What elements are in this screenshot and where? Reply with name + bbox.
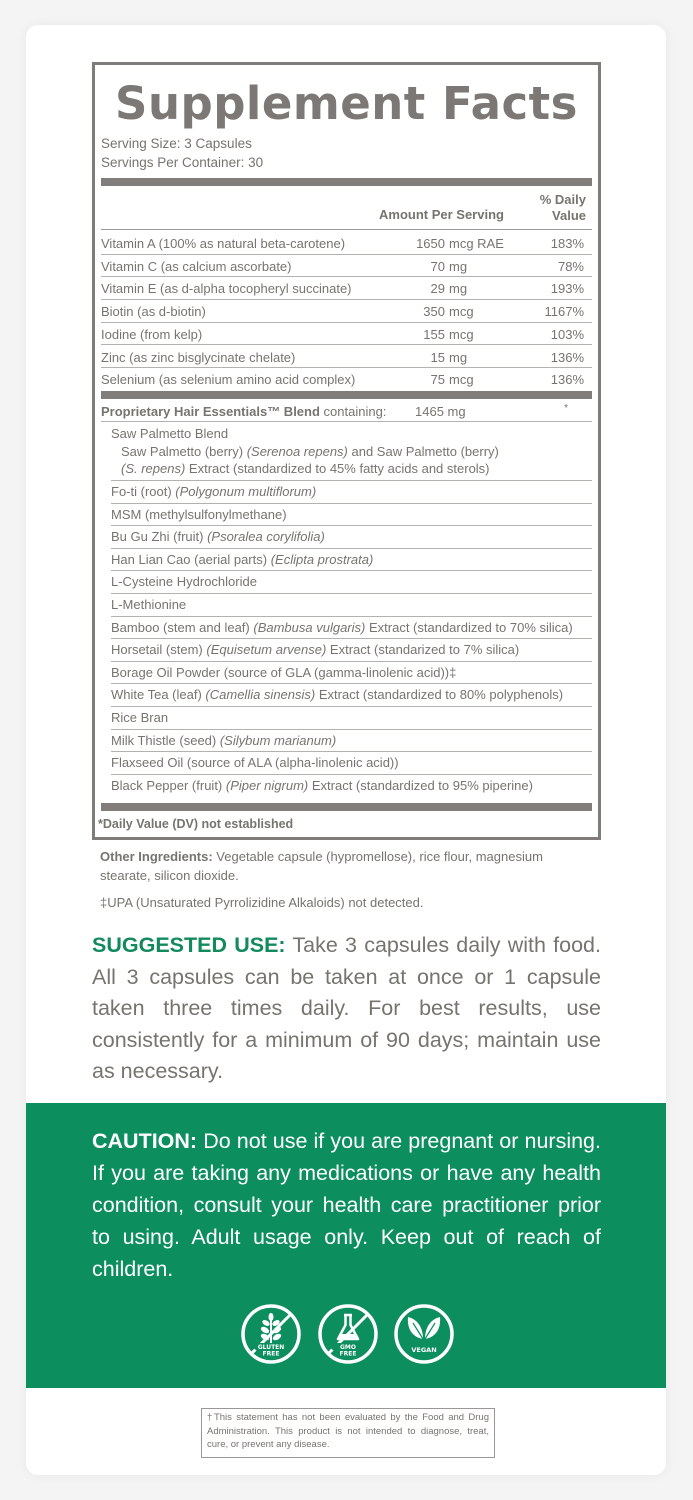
- nutrient-row: [101, 368, 592, 391]
- nutrient-daily-value: 136%: [550, 349, 584, 365]
- blend-ingredient-row: [111, 549, 592, 572]
- blend-ingredient-row: [111, 481, 592, 504]
- blend-sub-ingredient: (S. repens) Extract (standardized to 45% fatty acids and sterols): [121, 461, 490, 476]
- nutrient-amount-value: 29: [430, 281, 445, 297]
- vegan-icon: [393, 1303, 455, 1365]
- vegan-label: VEGAN: [411, 1346, 437, 1354]
- blend-sub-ingredient: Saw Palmetto (berry) (Serenoa repens) and Saw Palmetto (berry): [121, 443, 499, 459]
- blend-daily-value: *: [564, 403, 568, 414]
- blend-amount: 1465 mg: [415, 404, 466, 419]
- blend-ingredient-row: [111, 684, 592, 707]
- blend-ingredient-row: [111, 730, 592, 753]
- blend-ingredient-name: Han Lian Cao (aerial parts): [111, 551, 271, 567]
- blend-ingredient-name: Saw Palmetto Blend: [111, 426, 229, 441]
- nutrient-name: Biotin (as d-biotin): [101, 304, 206, 320]
- nutrient-row: [101, 300, 592, 323]
- blend-ingredient-name: White Tea (leaf): [111, 687, 206, 703]
- caution-section: [26, 1103, 666, 1388]
- gluten-free-icon: [240, 1303, 302, 1365]
- nutrient-amount: [407, 259, 527, 274]
- facts-title: Supplement Facts: [115, 77, 578, 130]
- blend-ingredient-latin-name: (Bambusa vulgaris): [253, 619, 366, 635]
- nutrient-amount-value: 15: [430, 349, 445, 365]
- daily-value-header-line1: % Daily: [539, 192, 586, 207]
- nutrient-amount-unit: mcg RAE: [449, 236, 504, 251]
- daily-value-footnote: *Daily Value (DV) not established: [98, 817, 294, 831]
- blend-ingredient-name: Milk Thistle (seed): [111, 732, 220, 748]
- blend-ingredient-detail: Extract (standardized to 95% piperine): [308, 777, 533, 793]
- blend-ingredient-name: Bu Gu Zhi (fruit): [111, 529, 208, 545]
- divider-bar: [101, 391, 592, 399]
- caution-text: Do not use if you are pregnant or nursing. If you are taking any medications or have any health condition, consult your health care practitioner prior to using. Adult usage only. Keep out of reach of children.: [92, 1129, 601, 1281]
- gluten-free-line2: FREE: [262, 1350, 280, 1358]
- nutrient-amount: [407, 327, 527, 342]
- blend-ingredient-row: [111, 707, 592, 730]
- blend-ingredient-row: [111, 752, 592, 775]
- daily-value-header-line2: Value: [552, 208, 586, 223]
- blend-ingredient-latin-name: (Polygonum multiflorum): [175, 484, 317, 499]
- suggested-use-text: Take 3 capsules daily with food. All 3 capsules can be taken at once or 1 capsule taken three times daily. For best results, use consistently for a minimum of 90 days; maintain use as necessary.: [92, 933, 601, 1083]
- nutrient-row: [101, 323, 592, 346]
- nutrient-name: Vitamin A (100% as natural beta-carotene): [101, 236, 346, 251]
- blend-ingredient-row: [111, 526, 592, 549]
- blend-ingredient-row: [111, 775, 592, 798]
- daily-value-header: [526, 192, 586, 224]
- blend-ingredient-name: Black Pepper (fruit): [111, 777, 226, 793]
- nutrient-amount: [407, 350, 527, 365]
- nutrient-daily-value: 183%: [550, 236, 584, 251]
- blend-ingredient-row: [111, 571, 592, 594]
- nutrient-amount-unit: mcg: [449, 326, 474, 342]
- blend-ingredient-name: Fo-ti (root): [111, 484, 176, 499]
- gmo-free-line1: GMO: [339, 1344, 356, 1351]
- nutrient-daily-value: 193%: [550, 281, 584, 297]
- nutrient-name: Vitamin C (as calcium ascorbate): [101, 258, 292, 274]
- nutrient-amount-value: 155: [423, 326, 445, 342]
- nutrient-daily-value: 78%: [557, 258, 584, 274]
- nutrient-amount-unit: mg: [449, 258, 468, 274]
- upa-footnote: ‡UPA (Unsaturated Pyrrolizidine Alkaloids) not detected.: [100, 895, 424, 910]
- blend-name: Proprietary Hair Essentials™ Blend containing:: [101, 404, 387, 419]
- nutrient-amount: [407, 304, 527, 319]
- nutrient-amount-value: 1650: [416, 236, 445, 251]
- caution-text-block: [92, 1125, 601, 1285]
- gmo-free-icon: [317, 1303, 379, 1365]
- suggested-use-label: SUGGESTED USE:: [92, 933, 286, 957]
- other-ingredients: [100, 847, 570, 885]
- nutrient-amount-unit: mg: [449, 349, 468, 365]
- other-ingredients-text: Vegetable capsule (hypromellose), rice flour, magnesium stearate, silicon dioxide.: [100, 849, 543, 883]
- gluten-free-line1: GLUTEN: [257, 1344, 285, 1351]
- blend-header-row: [101, 401, 592, 422]
- nutrient-name: Iodine (from kelp): [101, 326, 203, 342]
- blend-ingredient-name: Borage Oil Powder (source of GLA (gamma-linolenic acid))‡: [111, 664, 457, 680]
- nutrient-daily-value: 1167%: [544, 304, 584, 320]
- blend-ingredient-name: MSM (methylsulfonylmethane): [111, 506, 287, 522]
- blend-ingredient-name: L-Cysteine Hydrochloride: [111, 574, 257, 590]
- caution-label: CAUTION:: [92, 1129, 198, 1153]
- nutrient-row: [101, 232, 592, 255]
- nutrient-amount-unit: mcg: [449, 372, 474, 388]
- nutrient-daily-value: 103%: [550, 326, 584, 342]
- nutrient-amount-unit: mg: [449, 281, 468, 297]
- blend-ingredient-latin-name: (Equisetum arvense): [206, 642, 327, 658]
- servings-per-container: Servings Per Container: 30: [101, 155, 264, 170]
- nutrient-amount: [407, 372, 527, 387]
- blend-ingredient-name: Flaxseed Oil (source of ALA (alpha-linolenic acid)): [111, 755, 399, 771]
- nutrient-amount: [407, 236, 527, 251]
- blend-ingredient-row: [111, 504, 592, 527]
- divider-bar: [101, 178, 592, 186]
- blend-ingredient-detail: Extract (standardized to 80% polyphenols): [315, 687, 564, 703]
- blend-ingredient-name: Bamboo (stem and leaf): [111, 619, 254, 635]
- nutrient-row: [101, 277, 592, 300]
- blend-ingredient-row: [111, 662, 592, 685]
- blend-ingredient-name: Horsetail (stem): [111, 642, 207, 658]
- other-ingredients-label: Other Ingredients:: [100, 849, 213, 864]
- blend-ingredient-row: [111, 423, 592, 481]
- supplement-facts-panel: [92, 62, 601, 840]
- certification-badges: [240, 1303, 455, 1367]
- nutrient-amount-value: 350: [423, 304, 445, 320]
- nutrient-daily-value: 136%: [550, 372, 584, 388]
- product-label-card: [26, 25, 666, 1475]
- nutrient-name: Vitamin E (as d-alpha tocopheryl succinate): [101, 281, 352, 297]
- blend-ingredient-latin-name: (Psoralea corylifolia): [207, 529, 325, 545]
- blend-ingredient-latin-name: (Camellia sinensis): [205, 687, 316, 703]
- nutrient-name: Zinc (as zinc bisglycinate chelate): [101, 349, 296, 365]
- blend-ingredient-latin-name: (Eclipta prostrata): [270, 551, 374, 567]
- nutrient-amount-unit: mcg: [449, 304, 474, 320]
- blend-ingredient-name: Rice Bran: [111, 710, 169, 725]
- blend-ingredient-detail: Extract (standardized to 70% silica): [365, 619, 573, 635]
- nutrient-row: [101, 346, 592, 369]
- nutrient-amount-value: 75: [430, 372, 445, 388]
- serving-size: Serving Size: 3 Capsules: [101, 136, 252, 151]
- nutrient-amount-value: 70: [430, 258, 445, 274]
- blend-ingredient-row: [111, 639, 592, 662]
- divider-bar: [101, 803, 592, 811]
- blend-ingredient-latin-name: (Silybum marianum): [219, 732, 337, 748]
- gmo-free-line2: FREE: [339, 1350, 356, 1358]
- blend-ingredient-detail: Extract (standarized to 7% silica): [326, 642, 520, 658]
- suggested-use: [92, 930, 601, 1088]
- nutrient-amount: [407, 281, 527, 296]
- amount-header: Amount Per Serving: [379, 207, 504, 222]
- fda-disclaimer: †This statement has not been evaluated by the Food and Drug Administration. This product is not intended to diagnose, treat, cure, or prevent any disease.: [201, 1408, 495, 1458]
- blend-ingredient-row: [111, 617, 592, 640]
- nutrient-row: [101, 255, 592, 278]
- nutrient-name: Selenium (as selenium amino acid complex): [101, 372, 356, 388]
- header-divider: [101, 229, 592, 230]
- blend-ingredient-latin-name: (Piper nigrum): [225, 777, 309, 793]
- blend-ingredient-name: L-Methionine: [111, 597, 187, 612]
- blend-ingredient-row: [111, 594, 592, 617]
